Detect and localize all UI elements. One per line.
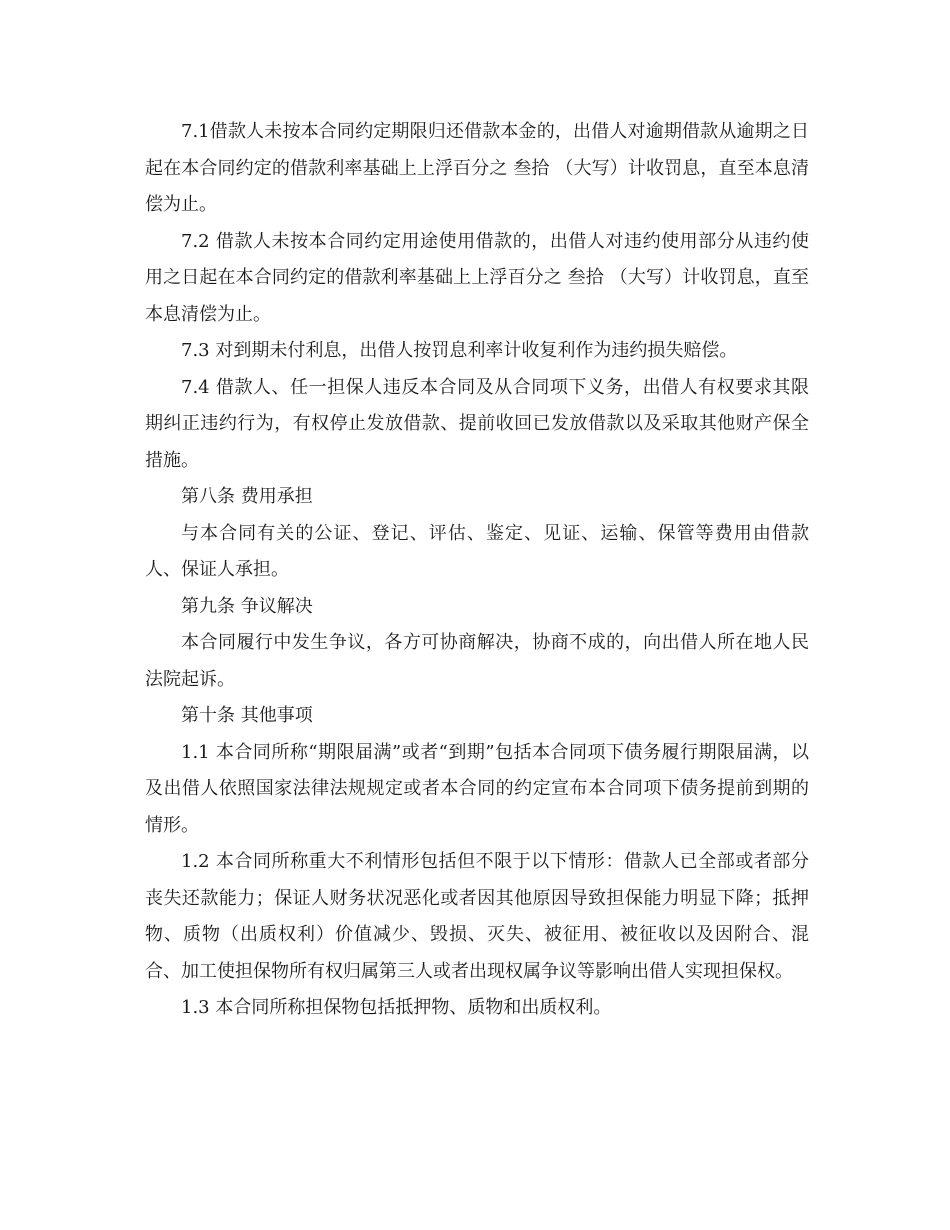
clause-10-1-1: 1.1 本合同所称“期限届满”或者“到期”包括本合同项下债务履行期限届满，以及出借人依照国家法律法规规定或者本合同的约定宣布本合同项下债务提前到期的情形。 (145, 741, 809, 836)
article-8-heading: 第八条 费用承担 (181, 486, 313, 507)
clause-10-1-2: 1.2 本合同所称重大不利情形包括但不限于以下情形：借款人已全部或者部分丧失还款能力；保证人财务状况恶化或者因其他原因导致担保能力明显下降；抵押物、质物（出质权利）价值减少、毁损、灭失、被征用、被征收以及因附合、混合、加工使担保物所有权归属第三人或者出现权属争议等影响出借人实现担保权。 (145, 851, 809, 982)
clause-7-1: 7.1借款人未按本合同约定期限归还借款本金的，出借人对逾期借款从逾期之日起在本合同约定的借款利率基础上上浮百分之 叁拾 （大写）计收罚息，直至本息清偿为止。 (145, 121, 809, 215)
article-9-heading: 第九条 争议解决 (181, 595, 313, 617)
article-10-heading: 第十条 其他事项 (181, 705, 313, 726)
clause-7-4: 7.4 借款人、任一担保人违反本合同及从合同项下义务，出借人有权要求其限期纠正违约行为，有权停止发放借款、提前收回已发放借款以及采取其他财产保全措施。 (145, 376, 809, 471)
article-8-body: 与本合同有关的公证、登记、评估、鉴定、见证、运输、保管等费用由借款人、保证人承担。 (145, 522, 809, 580)
document-body (145, 114, 809, 1027)
clause-7-3: 7.3 对到期未付利息，出借人按罚息利率计收复利作为违约损失赔偿。 (181, 340, 738, 361)
clause-7-2: 7.2 借款人未按本合同约定用途使用借款的，出借人对违约使用部分从违约使用之日起在本合同约定的借款利率基础上上浮百分之 叁拾 （大写）计收罚息，直至本息清偿为止。 (145, 230, 809, 325)
clause-10-1-3: 1.3 本合同所称担保物包括抵押物、质物和出质权利。 (181, 997, 612, 1018)
article-9-body: 本合同履行中发生争议，各方可协商解决，协商不成的，向出借人所在地人民法院起诉。 (145, 632, 809, 690)
